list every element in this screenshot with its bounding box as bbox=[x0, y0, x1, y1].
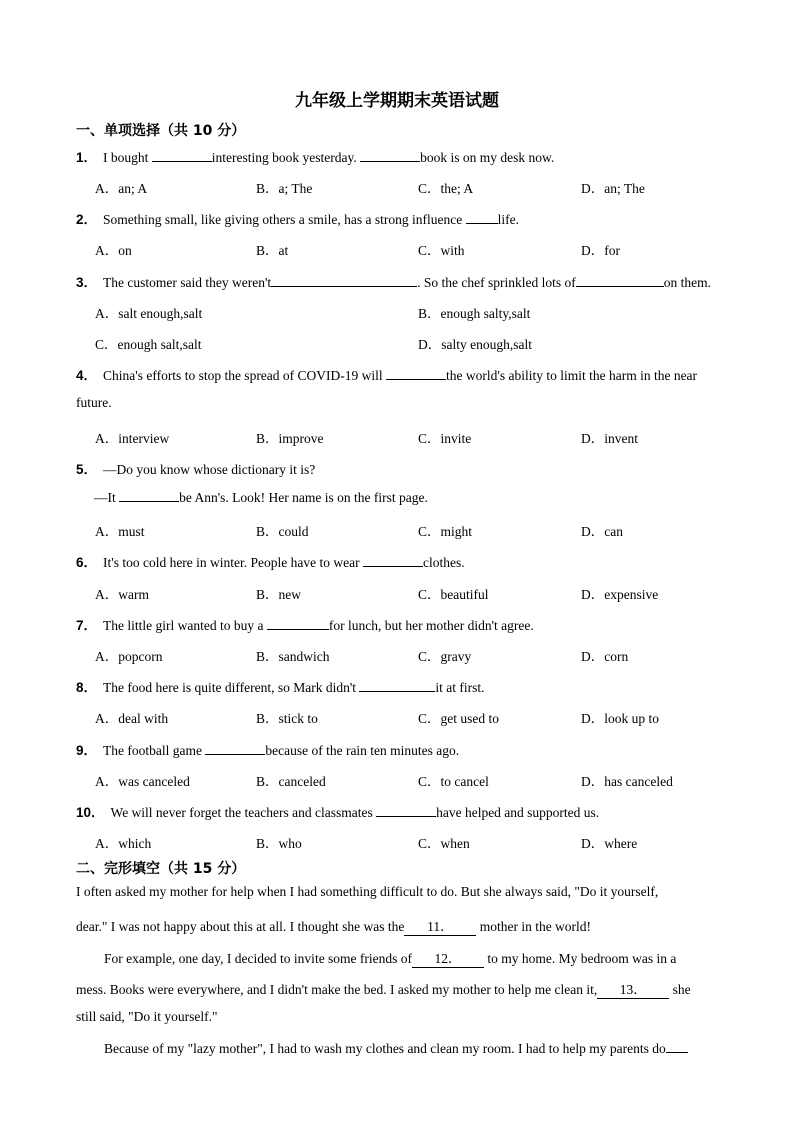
option-d: D．salty enough,salt bbox=[418, 337, 532, 352]
option-c: C．when bbox=[418, 836, 470, 851]
question-4-continuation: future. bbox=[76, 395, 112, 410]
option-d: D．can bbox=[581, 524, 623, 539]
option-c: C．get used to bbox=[418, 711, 499, 726]
option-a: A．an; A bbox=[95, 181, 148, 196]
question-6 bbox=[76, 551, 736, 571]
question-text: the world's ability to limit the harm in the near bbox=[446, 368, 698, 383]
cloze-blank-13: 13． bbox=[597, 978, 669, 999]
option-d: D．corn bbox=[581, 649, 629, 664]
option-c: C．enough salt,salt bbox=[95, 337, 202, 352]
option-c: C．might bbox=[418, 524, 473, 539]
option-b: B．stick to bbox=[256, 711, 318, 726]
answer-blank bbox=[359, 679, 435, 692]
passage-text: mess. Books were everywhere, and I didn't make the bed. I asked my mother to help me clean it, bbox=[76, 982, 598, 997]
question-text: China's efforts to stop the spread of COVID-19 will bbox=[103, 368, 387, 383]
passage-line bbox=[104, 947, 740, 968]
passage-text: For example, one day, I decided to invite some friends of bbox=[104, 951, 413, 966]
answer-blank bbox=[119, 489, 179, 502]
passage-text: she bbox=[669, 982, 691, 997]
question-5-reply bbox=[94, 489, 754, 506]
option-a: A．salt enough,salt bbox=[95, 306, 203, 321]
option-a: A．must bbox=[95, 524, 145, 539]
question-text: because of the rain ten minutes ago. bbox=[265, 743, 460, 758]
option-a: A．popcorn bbox=[95, 649, 163, 664]
option-b: B．a; The bbox=[256, 181, 313, 196]
option-d: D．an; The bbox=[581, 181, 645, 196]
page-title: 九年级上学期期末英语试题 bbox=[295, 91, 499, 111]
question-text: It's too cold here in winter. People have to wear bbox=[103, 555, 363, 570]
question-text: I bought bbox=[103, 150, 152, 165]
option-c: C．to cancel bbox=[418, 774, 489, 789]
question-text: book is on my desk now. bbox=[420, 150, 555, 165]
answer-blank bbox=[386, 367, 446, 380]
section-heading-single-choice: 一、单项选择（共 10 分） bbox=[76, 123, 246, 139]
question-text: . So the chef sprinkled lots of bbox=[417, 275, 576, 290]
option-a: A．interview bbox=[95, 431, 170, 446]
answer-blank bbox=[466, 211, 498, 224]
option-d: D．expensive bbox=[581, 587, 659, 602]
question-number: 9． bbox=[76, 743, 98, 758]
option-c: C．gravy bbox=[418, 649, 472, 664]
question-text: —Do you know whose dictionary it is? bbox=[103, 462, 316, 477]
option-b: B．sandwich bbox=[256, 649, 330, 664]
cloze-blank-11: 11． bbox=[404, 915, 476, 936]
answer-blank bbox=[376, 804, 436, 817]
answer-blank bbox=[152, 149, 212, 162]
answer-blank bbox=[576, 274, 664, 287]
question-text: —It bbox=[94, 490, 120, 505]
answer-blank bbox=[363, 554, 423, 567]
option-b: B．at bbox=[256, 243, 289, 258]
answer-blank bbox=[267, 617, 329, 630]
option-d: D．has canceled bbox=[581, 774, 673, 789]
question-text: on them. bbox=[663, 275, 711, 290]
option-a: A．warm bbox=[95, 587, 149, 602]
passage-line: I often asked my mother for help when I had something difficult to do. But she always said, "Do it yourself, bbox=[76, 884, 659, 899]
option-d: D．where bbox=[581, 836, 638, 851]
option-d: D．for bbox=[581, 243, 620, 258]
option-c: C．with bbox=[418, 243, 465, 258]
section-heading-cloze: 二、完形填空（共 15 分） bbox=[76, 861, 246, 877]
answer-blank bbox=[271, 274, 417, 287]
question-text: Something small, like giving others a smile, has a strong influence bbox=[103, 212, 466, 227]
question-3 bbox=[76, 271, 736, 291]
question-number: 10． bbox=[76, 805, 105, 820]
question-7 bbox=[76, 614, 736, 634]
passage-text: mother in the world! bbox=[476, 919, 592, 934]
question-text: We will never forget the teachers and classmates bbox=[110, 805, 377, 820]
question-number: 4． bbox=[76, 368, 98, 383]
option-d: D．look up to bbox=[581, 711, 660, 726]
passage-line bbox=[76, 915, 740, 936]
question-number: 2． bbox=[76, 212, 98, 227]
passage-line: still said, "Do it yourself." bbox=[76, 1009, 218, 1024]
passage-text: Because of my "lazy mother", I had to wash my clothes and clean my room. I had to help my parents do bbox=[104, 1041, 666, 1056]
question-text: The food here is quite different, so Mark didn't bbox=[103, 680, 360, 695]
option-b: B．could bbox=[256, 524, 309, 539]
question-1 bbox=[76, 146, 736, 166]
question-10 bbox=[76, 801, 736, 821]
option-c: C．beautiful bbox=[418, 587, 489, 602]
answer-blank bbox=[205, 742, 265, 755]
passage-text: to my home. My bedroom was in a bbox=[484, 951, 677, 966]
question-number: 1． bbox=[76, 150, 98, 165]
question-text: The customer said they weren't bbox=[103, 275, 272, 290]
question-text: have helped and supported us. bbox=[436, 805, 600, 820]
question-number: 6． bbox=[76, 555, 98, 570]
option-b: B．improve bbox=[256, 431, 324, 446]
question-text: The football game bbox=[103, 743, 206, 758]
question-number: 3． bbox=[76, 275, 98, 290]
option-c: C．the; A bbox=[418, 181, 474, 196]
option-d: D．invent bbox=[581, 431, 638, 446]
question-4 bbox=[76, 364, 736, 384]
question-9 bbox=[76, 739, 736, 759]
question-text: interesting book yesterday. bbox=[211, 150, 361, 165]
question-text: for lunch, but her mother didn't agree. bbox=[328, 618, 534, 633]
question-5 bbox=[76, 458, 736, 478]
option-a: A．which bbox=[95, 836, 152, 851]
question-number: 5． bbox=[76, 462, 98, 477]
option-b: B．who bbox=[256, 836, 302, 851]
passage-line bbox=[76, 978, 740, 999]
question-text: life. bbox=[497, 212, 519, 227]
question-number: 7． bbox=[76, 618, 98, 633]
option-b: B．enough salty,salt bbox=[418, 306, 531, 321]
answer-blank bbox=[360, 149, 420, 162]
question-text: clothes. bbox=[423, 555, 465, 570]
question-2 bbox=[76, 208, 736, 228]
option-a: A．was canceled bbox=[95, 774, 190, 789]
question-text: be Ann's. Look! Her name is on the first page. bbox=[179, 490, 428, 505]
answer-blank bbox=[666, 1040, 688, 1053]
option-c: C．invite bbox=[418, 431, 472, 446]
passage-text: dear." I was not happy about this at all. I thought she was the bbox=[76, 919, 405, 934]
question-number: 8． bbox=[76, 680, 98, 695]
option-a: A．deal with bbox=[95, 711, 169, 726]
cloze-blank-12: 12． bbox=[412, 947, 484, 968]
question-8 bbox=[76, 676, 736, 696]
option-a: A．on bbox=[95, 243, 132, 258]
option-b: B．canceled bbox=[256, 774, 326, 789]
passage-line bbox=[104, 1040, 740, 1057]
question-text: The little girl wanted to buy a bbox=[103, 618, 267, 633]
question-text: it at first. bbox=[435, 680, 485, 695]
option-b: B．new bbox=[256, 587, 301, 602]
